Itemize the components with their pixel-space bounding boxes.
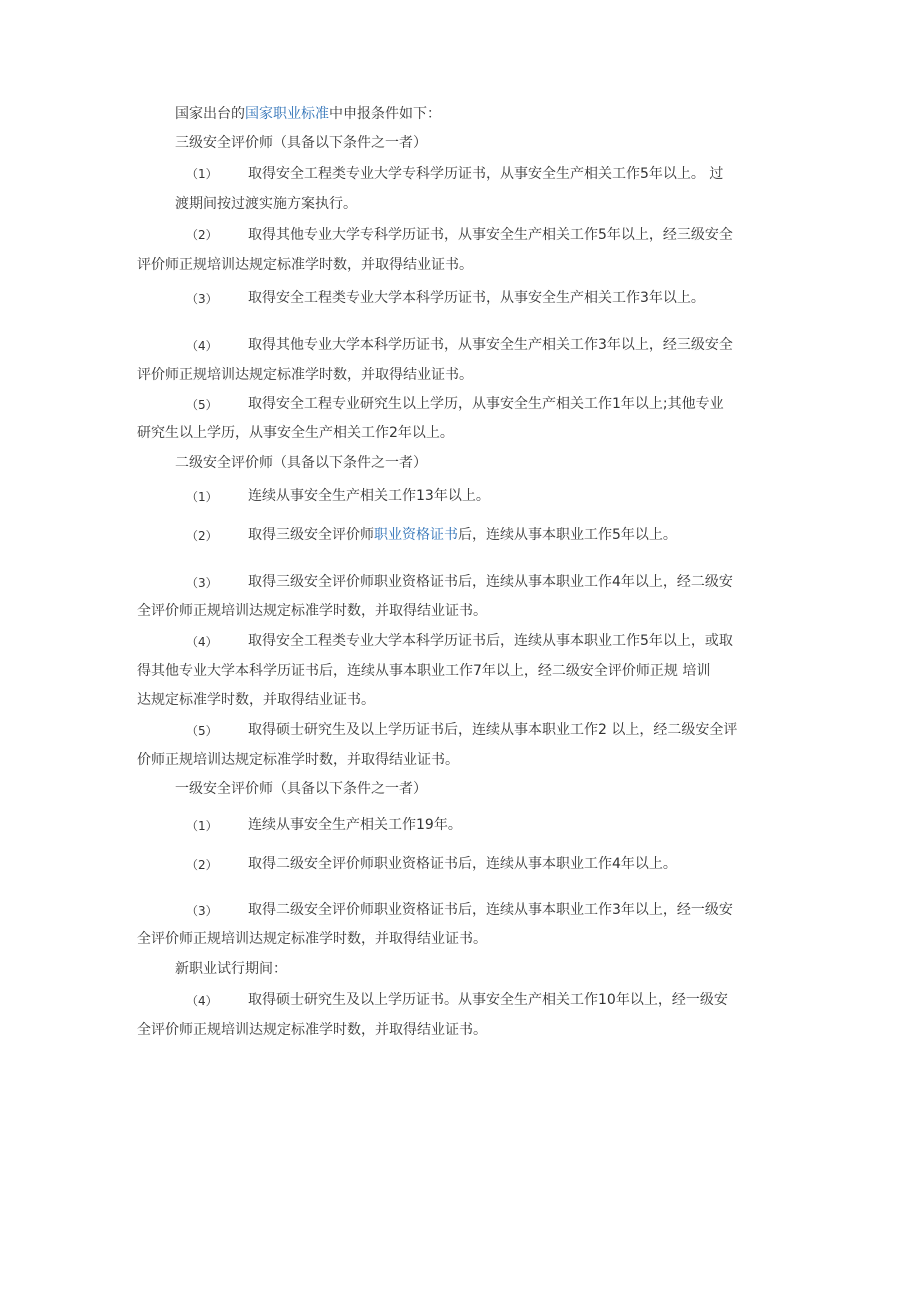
item-text: 取得三级安全评价师职业资格证书后，连续从事本职业工作4年以上，经二级安 bbox=[248, 574, 733, 590]
item-number: （5） bbox=[186, 398, 218, 412]
item-number: （2） bbox=[186, 529, 218, 543]
item-number: （4） bbox=[186, 994, 218, 1008]
item-number: （4） bbox=[186, 339, 218, 353]
qualification-certificate-link[interactable]: 职业资格证书 bbox=[374, 527, 458, 543]
item-text: 研究生以上学历，从事安全生产相关工作2年以上。 bbox=[137, 425, 454, 441]
item-text: 取得二级安全评价师职业资格证书后，连续从事本职业工作3年以上，经一级安 bbox=[248, 902, 733, 918]
item-text: 取得二级安全评价师职业资格证书后，连续从事本职业工作4年以上。 bbox=[248, 856, 677, 872]
item-text: 取得硕士研究生及以上学历证书后，连续从事本职业工作2 以上，经二级安全评 bbox=[248, 722, 738, 738]
intro-line bbox=[175, 104, 441, 124]
item-text: 取得安全工程类专业大学本科学历证书，从事安全生产相关工作3年以上。 bbox=[248, 290, 705, 306]
item-number: （1） bbox=[186, 167, 218, 181]
trial-heading: 新职业试行期间： bbox=[175, 961, 287, 977]
item-text: 全评价师正规培训达规定标准学时数，并取得结业证书。 bbox=[137, 931, 487, 947]
item-number: （1） bbox=[186, 490, 218, 504]
intro-before: 国家出台的 bbox=[175, 106, 245, 122]
item-text: 评价师正规培训达规定标准学时数，并取得结业证书。 bbox=[137, 367, 473, 383]
level3-heading: 三级安全评价师（具备以下条件之一者） bbox=[175, 135, 427, 151]
item-number: （5） bbox=[186, 724, 218, 738]
item-text: 连续从事安全生产相关工作19年。 bbox=[248, 817, 462, 833]
item-text-before: 取得三级安全评价师 bbox=[248, 527, 374, 543]
item-text: 全评价师正规培训达规定标准学时数，并取得结业证书。 bbox=[137, 1022, 487, 1038]
item-number: （1） bbox=[186, 819, 218, 833]
item-text: 取得其他专业大学专科学历证书，从事安全生产相关工作5年以上，经三级安全 bbox=[248, 227, 733, 243]
item-number: （3） bbox=[186, 576, 218, 590]
level2-heading: 二级安全评价师（具备以下条件之一者） bbox=[175, 455, 427, 471]
item-number: （2） bbox=[186, 858, 218, 872]
item-text: 达规定标准学时数，并取得结业证书。 bbox=[137, 692, 375, 708]
intro-after: 中申报条件如下： bbox=[329, 106, 441, 122]
item-text: 得其他专业大学本科学历证书后，连续从事本职业工作7年以上，经二级安全评价师正规 培训 bbox=[137, 663, 711, 679]
item-text: 渡期间按过渡实施方案执行。 bbox=[175, 196, 357, 212]
item-number: （4） bbox=[186, 635, 218, 649]
item-number: （3） bbox=[186, 904, 218, 918]
item-text-after: 后，连续从事本职业工作5年以上。 bbox=[458, 527, 677, 543]
item-text: 评价师正规培训达规定标准学时数，并取得结业证书。 bbox=[137, 257, 473, 273]
item-text: 取得安全工程类专业大学本科学历证书后，连续从事本职业工作5年以上，或取 bbox=[248, 633, 733, 649]
item-text: 取得安全工程专业研究生以上学历，从事安全生产相关工作1年以上;其他专业 bbox=[248, 396, 724, 412]
item-text bbox=[248, 525, 677, 545]
item-text: 取得硕士研究生及以上学历证书。从事安全生产相关工作10年以上，经一级安 bbox=[248, 992, 728, 1008]
item-text: 全评价师正规培训达规定标准学时数，并取得结业证书。 bbox=[137, 603, 487, 619]
item-text: 连续从事安全生产相关工作13年以上。 bbox=[248, 488, 490, 504]
national-standard-link[interactable]: 国家职业标准 bbox=[245, 106, 329, 122]
item-number: （3） bbox=[186, 292, 218, 306]
item-text: 取得其他专业大学本科学历证书，从事安全生产相关工作3年以上，经三级安全 bbox=[248, 337, 733, 353]
level1-heading: 一级安全评价师（具备以下条件之一者） bbox=[175, 781, 427, 797]
item-text: 取得安全工程类专业大学专科学历证书，从事安全生产相关工作5年以上。 过 bbox=[248, 166, 724, 182]
item-number: （2） bbox=[186, 228, 218, 242]
item-text: 价师正规培训达规定标准学时数，并取得结业证书。 bbox=[137, 752, 459, 768]
